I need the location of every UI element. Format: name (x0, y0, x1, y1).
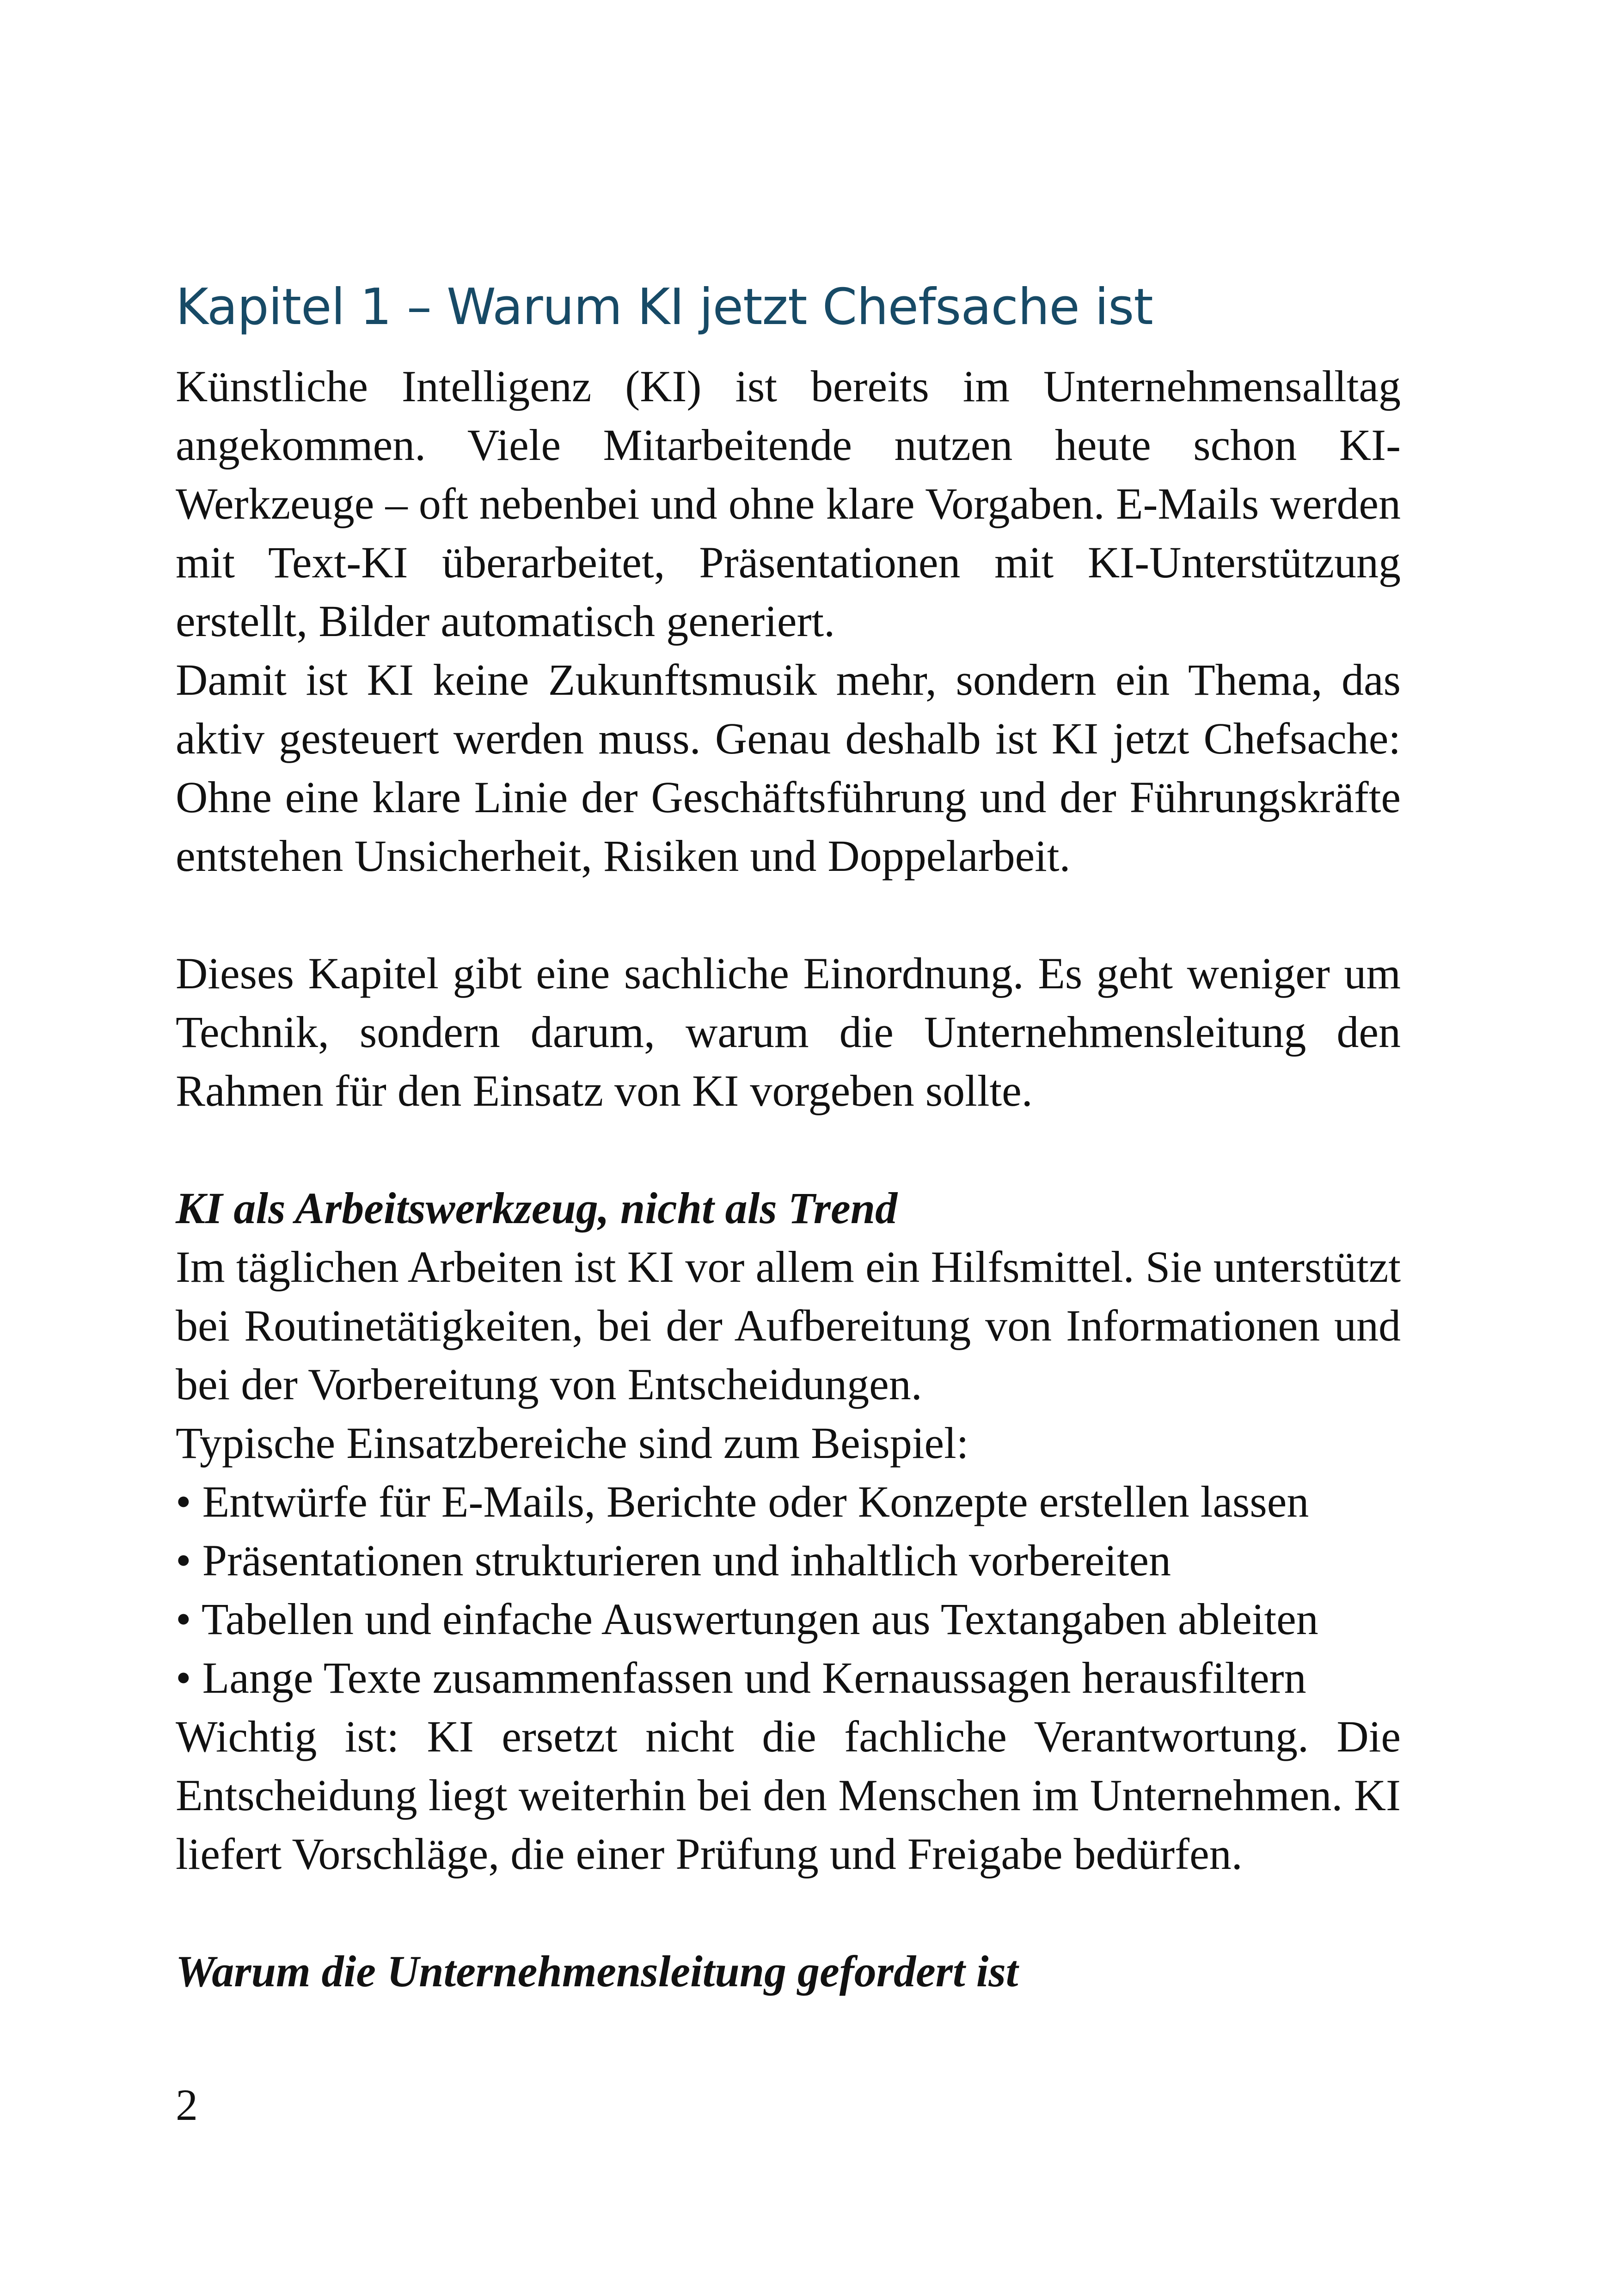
paragraph-spacer (176, 885, 1401, 944)
page-content (176, 277, 1401, 2001)
chapter-title: Kapitel 1 – Warum KI jetzt Chefsache ist (176, 278, 1153, 336)
paragraph-spacer (176, 1883, 1401, 1942)
use-case-list (176, 1472, 1401, 1707)
list-item: • Lange Texte zusammenfassen und Kernaussagen herausfiltern (176, 1653, 1306, 1702)
section-tool-paragraph-2: Typische Einsatzbereiche sind zum Beispiel: (176, 1418, 969, 1468)
page-number: 2 (176, 2080, 198, 2130)
section-heading-leadership: Warum die Unternehmensleitung gefordert ist (176, 1946, 1018, 1996)
list-item: • Tabellen und einfache Auswertungen aus Textangaben ableiten (176, 1594, 1318, 1644)
intro-paragraph-2: Damit ist KI keine Zukunftsmusik mehr, sondern ein Thema, das aktiv gesteuert werden muss. Genau deshalb ist KI jetzt Chefsache: Ohne eine klare Linie der Geschäftsführung und der Führungskräfte entstehen Unsicherheit, Risiken und Doppelarbeit. (176, 655, 1401, 881)
list-item: • Präsentationen strukturieren und inhaltlich vorbereiten (176, 1535, 1171, 1585)
section-tool-paragraph-3: Wichtig ist: KI ersetzt nicht die fachliche Verantwortung. Die Entscheidung liegt weiterhin bei den Menschen im Unternehmen. KI liefert Vorschläge, die einer Prüfung und Freigabe bedürfen. (176, 1711, 1401, 1879)
intro-paragraph-3: Dieses Kapitel gibt eine sachliche Einordnung. Es geht weniger um Technik, sondern darum, warum die Unternehmensleitung den Rahmen für den Einsatz von KI vorgeben sollte. (176, 948, 1401, 1115)
intro-paragraph-1: Künstliche Intelligenz (KI) ist bereits im Unternehmensalltag angekommen. Viele Mitarbeitende nutzen heute schon KI-Werkzeuge – oft nebenbei und ohne klare Vorgaben. E-Mails werden mit Text-KI überarbeitet, Präsentationen mit KI-Unterstützung erstellt, Bilder automatisch generiert. (176, 361, 1401, 646)
section-tool-paragraph-1: Im täglichen Arbeiten ist KI vor allem ein Hilfsmittel. Sie unterstützt bei Routinetätigkeiten, bei der Aufbereitung von Informationen und bei der Vorbereitung von Entscheidungen. (176, 1242, 1401, 1409)
section-heading-tool: KI als Arbeitswerkzeug, nicht als Trend (176, 1183, 898, 1233)
list-item: • Entwürfe für E-Mails, Berichte oder Konzepte erstellen lassen (176, 1476, 1309, 1526)
paragraph-spacer (176, 1120, 1401, 1179)
